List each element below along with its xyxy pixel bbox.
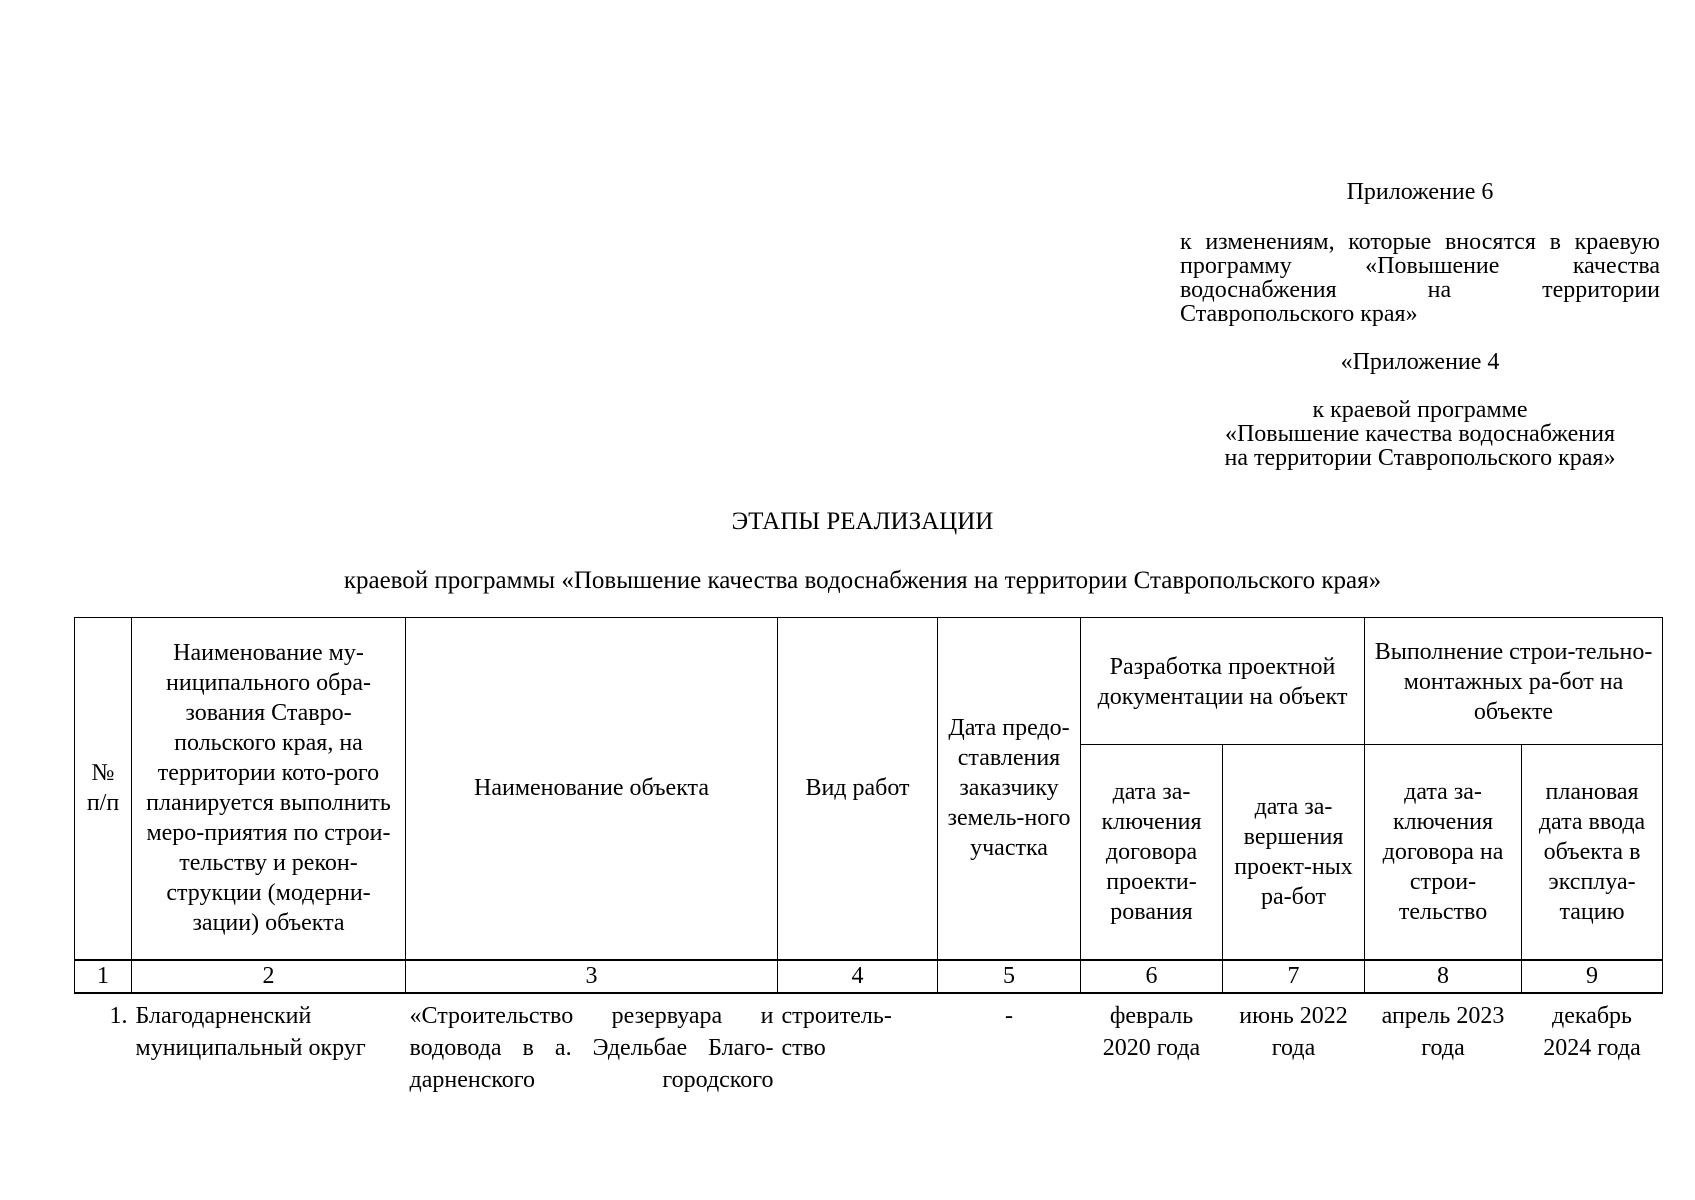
row-municipality: Благодарненский муниципальный округ [135, 1002, 366, 1061]
row-work-type: строитель-ство [781, 1002, 892, 1061]
implementation-stages-table [74, 617, 1663, 1096]
attachment-4-line-2: «Повышение качества водоснабжения [1224, 421, 1616, 447]
header-object-name: Наименование объекта [406, 618, 778, 960]
table-row [75, 993, 1663, 1096]
attachment-4-line-1: к краевой программе [1312, 397, 1528, 423]
attachment-6-title: Приложение 6 [1346, 179, 1494, 205]
row-construction-contract-date: апрель 2023 года [1381, 1002, 1505, 1061]
row-land-date: - [1005, 1002, 1013, 1029]
column-number: 1 [75, 960, 132, 993]
row-design-contract-date: февраль 2020 года [1102, 1002, 1201, 1061]
document-title: ЭТАПЫ РЕАЛИЗАЦИИ [731, 508, 994, 535]
row-design-completion-date: июнь 2022 года [1239, 1002, 1348, 1061]
column-number: 3 [406, 960, 778, 993]
attachment-6-text: к изменениям, которые вносятся в краевую программу «Повышение качества водоснабжения на территории Ставропольского края» [1180, 229, 1660, 327]
header-design-group: Разработка проектной документации на объект [1081, 618, 1365, 745]
header-land-date: Дата предо-ставления заказчику земель-ного участка [938, 618, 1081, 960]
attachment-4-title: «Приложение 4 [1340, 349, 1500, 375]
header-commissioning-date: плановая дата ввода объекта в эксплуа-тацию [1522, 745, 1663, 960]
header-construction-contract-date: дата за-ключения договора на строи-тельство [1365, 745, 1522, 960]
row-commissioning-date: декабрь 2024 года [1543, 1002, 1641, 1061]
column-number: 5 [938, 960, 1081, 993]
header-design-contract-date: дата за-ключения договора проекти-рования [1081, 745, 1223, 960]
column-number: 7 [1223, 960, 1365, 993]
attachment-4-text [1180, 398, 1660, 470]
column-number: 9 [1522, 960, 1663, 993]
column-number: 2 [132, 960, 406, 993]
header-municipality: Наименование му-ниципального обра-зования Ставро-польского края, на территории кото-рого планируется выполнить меро-приятия по строи-тельству и рекон-струкции (модерни-зации) объекта [132, 618, 406, 960]
column-number: 6 [1081, 960, 1223, 993]
column-number: 8 [1365, 960, 1522, 993]
header-number: № п/п [75, 618, 132, 960]
header-work-type: Вид работ [778, 618, 938, 960]
header-design-completion-date: дата за-вершения проект-ных ра-бот [1223, 745, 1365, 960]
header-construction-group: Выполнение строи-тельно-монтажных ра-бот на объекте [1365, 618, 1663, 745]
row-number: 1. [109, 1002, 128, 1029]
attachment-4-line-3: на территории Ставропольского края» [1224, 445, 1616, 471]
row-object-name: «Строительство резервуара и водовода в а. Эдельбае Благо-дарненского городского [409, 1002, 774, 1093]
column-number: 4 [778, 960, 938, 993]
document-subtitle: краевой программы «Повышение качества водоснабжения на территории Ставропольского края» [343, 567, 1382, 594]
